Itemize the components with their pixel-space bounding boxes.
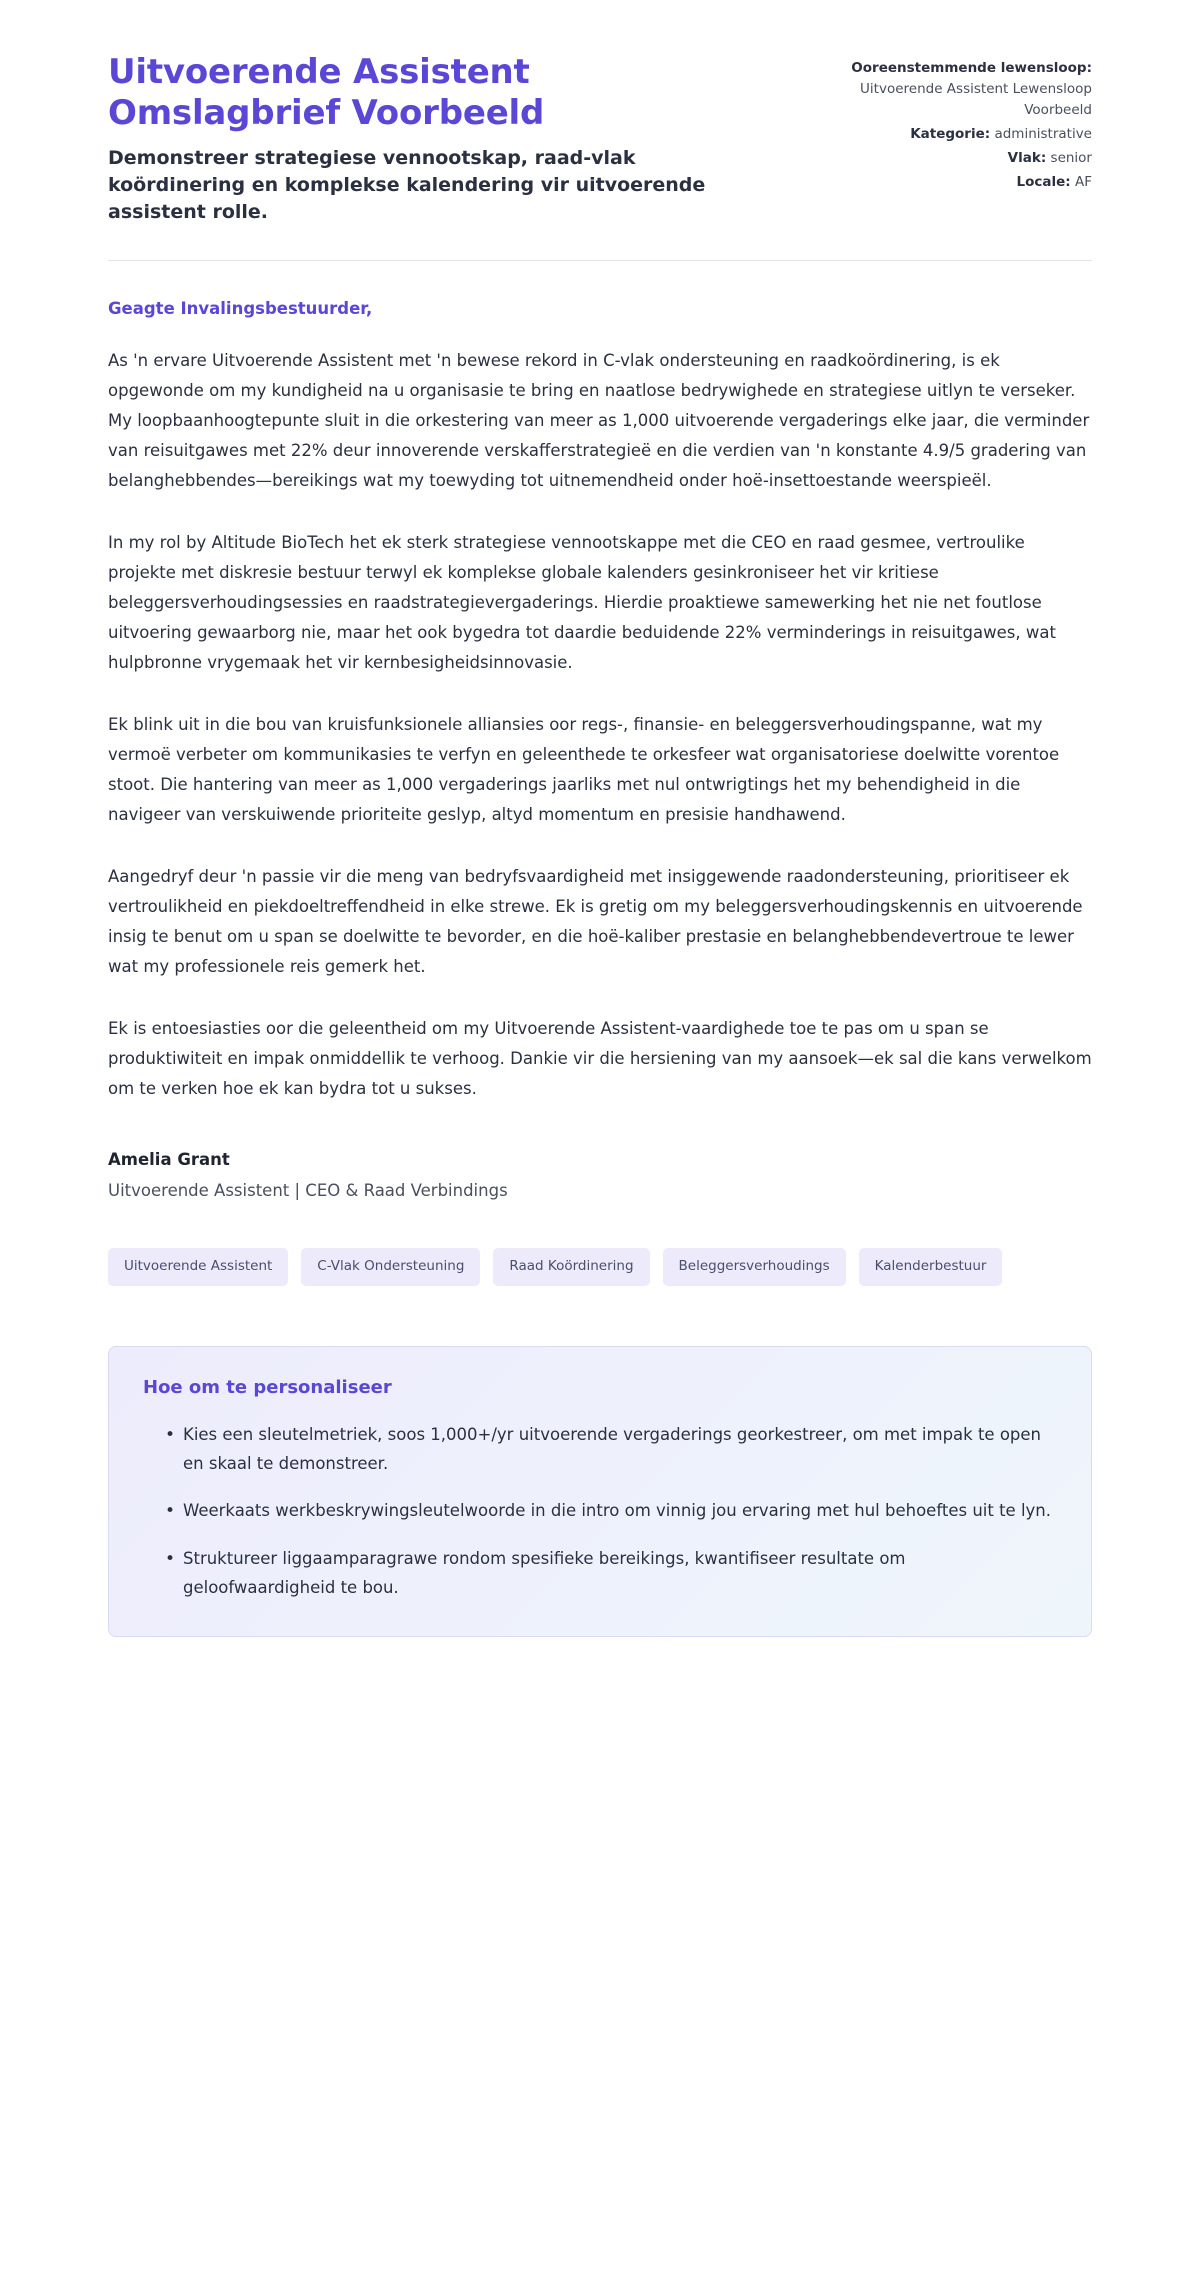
meta-value: AF: [1074, 173, 1092, 190]
salutation: Geagte Invalingsbestuurder,: [108, 298, 373, 318]
meta-row-matching-resume: [842, 58, 1092, 121]
signature-name: Amelia Grant: [108, 1150, 230, 1170]
meta-label: Locale:: [1016, 173, 1071, 190]
page-subtitle: Demonstreer strategiese vennootskap, raad-vlak koördinering en komplekse kalendering vir uitvoerende assistent rolle.: [108, 146, 706, 223]
letter-paragraph: In my rol by Altitude BioTech het ek sterk strategiese vennootskappe met die CEO en raad gesmee, vertroulike projekte met diskresie bestuur terwyl ek komplekse globale kalenders gesinkroniseer het vir kritiese beleggersverhoudingsessies en raadstrategievergaderings. Hierdie proaktiewe samewerking het nie net foutlose uitvoering gewaarborg nie, maar het ook bygedra tot daardie beduidende 22% verminderings in reisuitgawes, wat hulpbronne vrygemaak het vir kernbesigheidsinnovasie.: [108, 532, 1056, 672]
meta-row-level: [842, 148, 1092, 169]
page-title: Uitvoerende Assistent Omslagbrief Voorbeeld: [108, 52, 545, 134]
tag-item[interactable]: Raad Koördinering: [493, 1248, 649, 1286]
meta-value: senior: [1050, 149, 1092, 166]
tag-item[interactable]: Beleggersverhoudings: [663, 1248, 846, 1286]
tag-item[interactable]: Kalenderbestuur: [859, 1248, 1003, 1286]
meta-row-locale: [842, 172, 1092, 193]
tip-item: • Kies een sleutelmetriek, soos 1,000+/yr uitvoerende vergaderings georkestreer, om met impak te open en skaal te demonstreer.: [165, 1420, 1057, 1479]
meta-value: administrative: [994, 125, 1092, 142]
tip-item: • Weerkaats werkbeskrywingsleutelwoorde in die intro om vinnig jou ervaring met hul behoeftes uit te lyn.: [165, 1496, 1057, 1525]
letter-paragraph: Ek blink uit in die bou van kruisfunksionele alliansies oor regs-, finansie- en beleggersverhoudingspanne, wat my vermoë verbeter om kommunikasies te verfyn en geleenthede te orkesfeer wat organisatoriese doelwitte vorentoe stoot. Die hantering van meer as 1,000 vergaderings jaarliks met nul ontwrigtings het my behendigheid in die navigeer van verskuiwende prioriteite geslyp, altyd momentum en presisie handhawend.: [108, 715, 1060, 825]
letter-body: [108, 261, 1092, 1200]
meta-row-category: [842, 124, 1092, 145]
personalization-tips-card: [108, 1346, 1092, 1638]
document-header: [108, 52, 1092, 226]
meta-value: Uitvoerende Assistent Lewensloop Voorbeeld: [860, 80, 1092, 118]
letter-paragraph: Ek is entoesiasties oor die geleentheid om my Uitvoerende Assistent-vaardighede toe te pas om u span se produktiwiteit en impak onmiddellik te verhoog. Dankie vir die hersiening van my aansoek—ek sal die kans verwelkom om te verken hoe ek kan bydra tot u sukses.: [108, 1019, 1092, 1099]
meta-label: Kategorie:: [910, 125, 991, 142]
letter-paragraph: As 'n ervare Uitvoerende Assistent met 'n bewese rekord in C-vlak ondersteuning en raadkoördinering, is ek opgewonde om my kundigheid na u organisasie te bring en naatlose bedrywighede en strategiese uitlyn te verseker. My loopbaanhoogtepunte sluit in die orkestering van meer as 1,000 uitvoerende vergaderings elke jaar, die verminder van reisuitgawes met 22% deur innoverende verskafferstrategieë en die verdien van 'n konstante 4.9/5 gradering van belanghebbendes—bereikings wat my toewyding tot uitnemendheid onder hoë-insettoestande weerspieël.: [108, 350, 1090, 490]
tag-item[interactable]: C-Vlak Ondersteuning: [301, 1248, 480, 1286]
tips-list: [143, 1420, 1057, 1603]
tag-item[interactable]: Uitvoerende Assistent: [108, 1248, 288, 1286]
document-metadata: [842, 52, 1092, 196]
meta-label: Ooreenstemmende lewensloop:: [851, 60, 1092, 76]
letter-paragraph: Aangedryf deur 'n passie vir die meng van bedryfsvaardigheid met insiggewende raadondersteuning, prioritiseer ek vertroulikheid en piekdoeltreffendheid in elke strewe. Ek is gretig om my beleggersverhoudingskennis en uitvoerende insig te benut om u span se doelwitte te bevorder, en die hoë-kaliber prestasie en belanghebbendevertroue te lewer wat my professionele reis gemerk het.: [108, 867, 1083, 977]
tag-list: [108, 1248, 1008, 1286]
tip-item: • Struktureer liggaamparagrawe rondom spesifieke bereikings, kwantifiseer resultate om geloofwaardigheid te bou.: [165, 1544, 1057, 1603]
meta-label: Vlak:: [1007, 149, 1047, 166]
tips-title: Hoe om te personaliseer: [143, 1376, 392, 1398]
signature-block: [108, 1150, 1092, 1200]
header-text-block: [108, 52, 768, 226]
signature-role: Uitvoerende Assistent | CEO & Raad Verbindings: [108, 1181, 508, 1201]
